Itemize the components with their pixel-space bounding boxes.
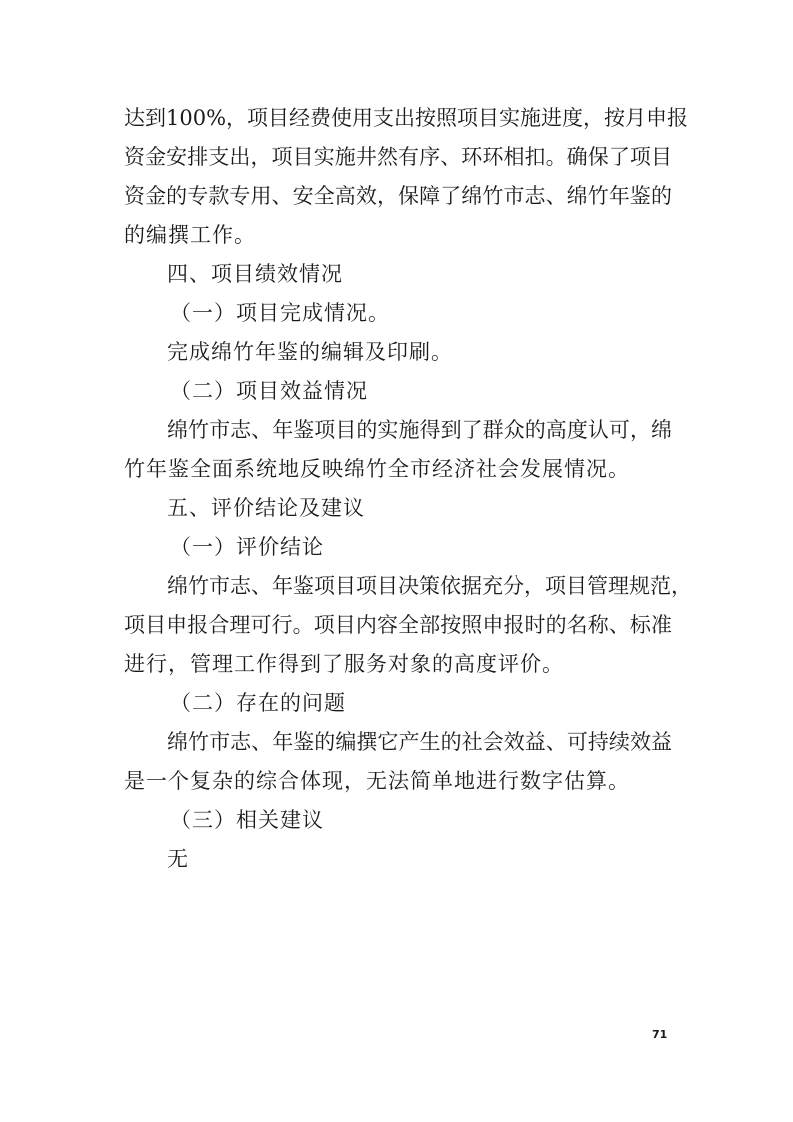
section-heading: 四、项目绩效情况 bbox=[167, 262, 343, 286]
body-text-line: 是一个复杂的综合体现，无法简单地进行数字估算。 bbox=[124, 769, 630, 793]
body-text-line: 绵竹市志、年鉴项目项目决策依据充分，项目管理规范， bbox=[167, 574, 692, 598]
subsection-heading: （三）相关建议 bbox=[170, 808, 324, 832]
body-text-line: 的编撰工作。 bbox=[124, 223, 256, 247]
body-text-line: 无 bbox=[167, 847, 189, 871]
body-text-line: 资金安排支出，项目实施井然有序、环环相扣。确保了项目 bbox=[124, 145, 672, 169]
body-text-line: 绵竹市志、年鉴的编撰它产生的社会效益、可持续效益 bbox=[167, 730, 672, 754]
subsection-heading: （二）项目效益情况 bbox=[170, 379, 368, 403]
body-text-line: 竹年鉴全面系统地反映绵竹全市经济社会发展情况。 bbox=[124, 457, 630, 481]
section-heading: 五、评价结论及建议 bbox=[167, 496, 365, 520]
subsection-heading: （二）存在的问题 bbox=[170, 691, 346, 715]
body-text-line: 进行，管理工作得到了服务对象的高度评价。 bbox=[124, 652, 564, 676]
body-text-line: 绵竹市志、年鉴项目的实施得到了群众的高度认可，绵 bbox=[167, 418, 672, 442]
page-number: 71 bbox=[652, 1028, 668, 1041]
subsection-heading: （一）项目完成情况。 bbox=[170, 301, 390, 325]
body-text-line: 完成绵竹年鉴的编辑及印刷。 bbox=[167, 340, 453, 364]
body-text-line: 达到100%，项目经费使用支出按照项目实施进度，按月申报 bbox=[124, 106, 689, 130]
subsection-heading: （一）评价结论 bbox=[170, 535, 324, 559]
body-text-line: 项目申报合理可行。项目内容全部按照申报时的名称、标准 bbox=[124, 613, 672, 637]
body-text-line: 资金的专款专用、安全高效，保障了绵竹市志、绵竹年鉴的 bbox=[124, 184, 672, 208]
